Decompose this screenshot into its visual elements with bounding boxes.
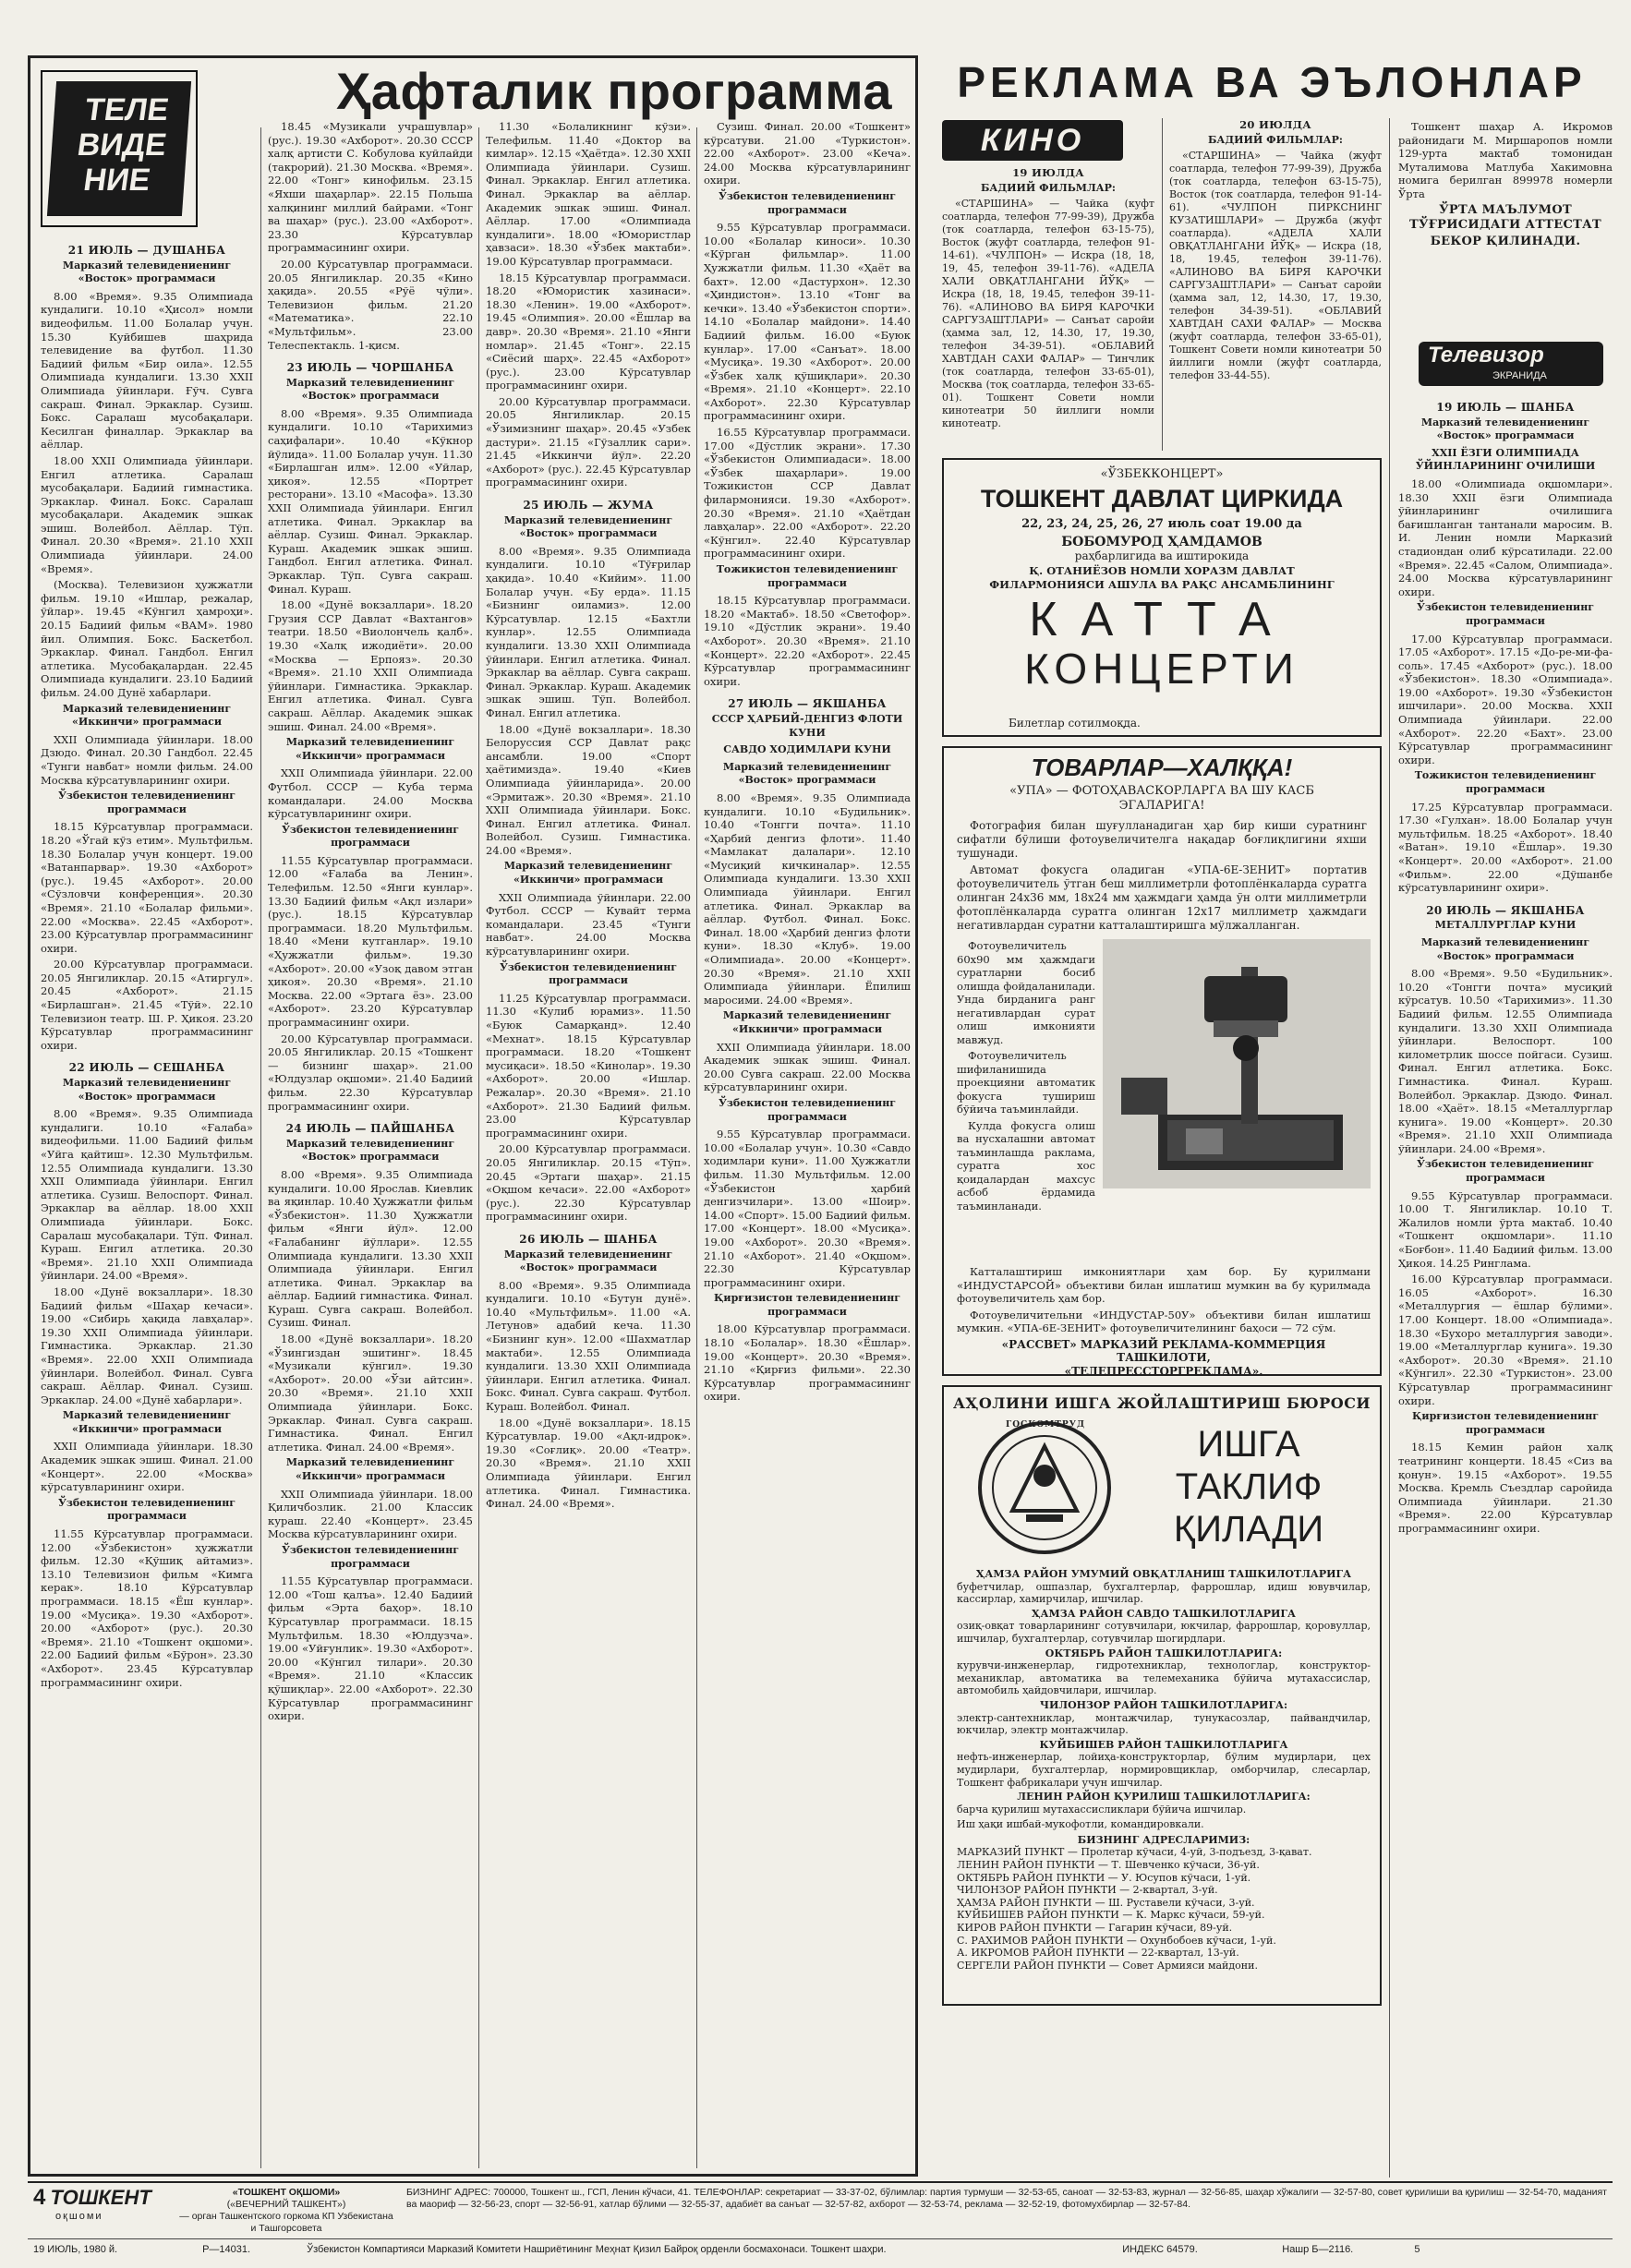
tv-logo-line-2: ВИДЕ: [75, 127, 169, 163]
goods-p3: Фотоувеличитель 60х90 мм ҳажмдаги суратларни босиб олишда фойдаланилади. Унда бирданига ранг негативлардан сурат олиш имконияти мавжуд.: [957, 939, 1095, 1046]
page-number: 5: [1414, 2244, 1420, 2255]
jobs-b1-head: ҲАМЗА РАЙОН УМУМИЙ ОВҚАТЛАНИШ ТАШКИЛОТЛАРИГА: [975, 1568, 1352, 1580]
circus-dates: 22, 23, 24, 25, 26, 27 июль соат 19.00 да: [1021, 517, 1302, 531]
program-text: 8.00 «Время». 9.35 Олимпиада кундалиги. 10.10 «Ғалаба» видеофильми. 11.00 Бадиий фильм «Уйга қайтиш». 12.30 Мультфильм. 12.55 Олимпиада кундалиги. 13.30 XXII Олимпиада ўйинлари. Енгил атлетика. Сузиш. Велоспорт. Финал. Эркаклар ва аёллар. 18.00 XXII Олимпиада ўйинлари. Бокс. Саралаш мусобақалари. Тўп. Финал. Кураш. Енгил атлетика. 20.30 «Время». 21.10 XXII Олимпиада ўйинлари. 24.00 «Время».: [41, 1107, 253, 1283]
telescreen-schedule: [1398, 392, 1613, 1924]
program-text: 8.00 «Время». 9.35 Олимпиада кундалиги. 10.10 «Тарихимиз саҳифалари». 10.40 «Кўкнор йўлида». 11.00 Болалар учун. 11.30 «Бирлашган илм». 12.00 «Уйлар, ҳикоя». 12.55 «Портрет ресторани». 13.10 «Масофа». 13.30 XXII Олимпиада ўйинлари. Енгил атлетика. Финал. Эркаклар ва аёллар. Сузиш. Финал. Эркаклар. Кураш. Академик эшкак эшиш. Гандбол. Енгил атлетика. Финал. Эркаклар. Тўп. Сувга сакраш. Финал. Кураш.: [268, 406, 473, 596]
day-heading: 22 ИЮЛЬ — СЕШАНБА: [68, 1061, 225, 1075]
program-text: 8.00 «Время». 9.35 Олимпиада кундалиги. 10.10 «Ҳисол» номли видеофильм. 11.00 Болалар учун. 15.30 Куйбишев шаҳрида телевидение ва футбол. 11.30 Бадиий фильм «Бир оила». 12.55 Олимпиада кундалиги. 13.30 XXII Олимпиада ўйинлари. Ғўч. Сувга сакраш. Финал. Эркаклар. Сузиш. Бокс. Саралаш мусобақалари. Кесилган финаллар. Эркаклар ва аёллар.: [41, 289, 253, 452]
day-heading: 21 ИЮЛЬ — ДУШАНБА: [67, 244, 226, 257]
day-heading: 25 ИЮЛЬ — ЖУМА: [523, 499, 654, 513]
kino-logo: [942, 120, 1123, 161]
program-text: 20.00 Кўрсатувлар программаси. 20.05 Янгиликлар. 20.35 «Кино ҳақида». 20.55 «Рўё чўли». Телевизион фильм. 21.20 «Математика». 22.10 «Мультфильм». 23.00 Телеспектакль. 1-қисм.: [268, 257, 473, 352]
program-text: 8.00 «Время». 9.35 Олимпиада кундалиги. 10.10 «Тўғрилар ҳақида». 10.40 «Кийим». 11.00 Болалар учун. «Бу ерда». 11.15 «Бизнинг оиламиз». 12.00 Кўрсатувлар. 12.15 «Бахтли кунлар». 12.55 Олимпиада кундалиги. 13.30 XXII Олимпиада ўйинлари. Енгил атлетика. Финал. Эркаклар ва аёллар. Сувга сакраш. Финал. Эркаклар. Кураш. Академик эшкак эшиш. Тўп. Волейбол. Финал. Енгил атлетика.: [486, 544, 691, 719]
section-heading: Марказий телевидениенинг «Восток» программаси: [1420, 416, 1590, 442]
program-text: 18.00 Кўрсатувлар программаси. 18.10 «Болалар». 18.30 «Ёшлар». 19.00 «Концерт». 20.30 «Время». 21.10 «Қирғиз фильми». 22.30 Кўрсатувлар программасининг охири.: [704, 1322, 911, 1404]
section-heading: Тожикистон телевидениенинг программаси: [716, 563, 899, 589]
goods-p4: Фотоувеличитель шифиланишида проекцияни автоматик фокусга тушириш бўйича таъминлайди.: [957, 1049, 1095, 1116]
tv-column-4: [704, 120, 911, 2168]
tv-logo-line-1: ТЕЛЕ: [82, 92, 171, 127]
issue-date: 19 ИЮЛЬ, 1980 й.: [33, 2244, 118, 2255]
page-logo-number: 4: [33, 2185, 46, 2210]
jobs-b4-text: электр-сантехниклар, монтажчилар, тунукасозлар, пайвандчилар, юкчилар, электр монтажчилар.: [957, 1711, 1371, 1737]
jobs-b5-head: КУЙБИШЕВ РАЙОН ТАШКИЛОТЛАРИГА: [1039, 1738, 1288, 1751]
publisher-desc: — орган Ташкентского горкома КП Узбекистана и Ташгорсовета: [179, 2211, 393, 2234]
publisher-title: «ТОШКЕНТ ОҚШОМИ»: [232, 2187, 341, 2198]
program-text: XXII Олимпиада ўйинлари. 18.30 Академик эшкак эшиш. Финал. 21.00 «Концерт». 22.00 «Москва» кўрсатувларининг охири.: [41, 1440, 253, 1494]
program-text: XXII Олимпиада ўйинлари. 18.00 Қиличбозлик. 21.00 Классик кураш. 22.40 «Концерт». 23.45 Москва кўрсатувларининг охири.: [268, 1487, 473, 1541]
publisher-sub: («ВЕЧЕРНИЙ ТАШКЕНТ»): [226, 2199, 346, 2210]
goods-p1: Фотография билан шуғулланадиган ҳар бир киши суратнинг сифатли бўлиши фотоувеличителга нақадар боғлиқлигини яхши тушунади.: [957, 819, 1367, 860]
section-heading: Марказий телевидениенинг «Восток» программаси: [285, 1137, 455, 1164]
jobs-note: Иш ҳақи ишбай-мукофотли, командировкали.: [957, 1818, 1204, 1831]
circus-org: «ЎЗБЕККОНЦЕРТ»: [1100, 467, 1224, 481]
section-heading: Тожикистон телевидениенинг программаси: [1414, 769, 1597, 796]
address-item: ҲАМЗА РАЙОН ПУНКТИ — Ш. Руставели кўчаси, 3-уй.: [957, 1896, 1255, 1909]
jobs-b2-text: озиқ-овқат товарларининг сотувчилари, юкчилар, фаррошлар, қоровуллар, ишчилар, бухгалтерлар, сотувчилар шогирдлари.: [957, 1620, 1371, 1645]
kino-schedule-right: [1169, 118, 1382, 443]
address-item: МАРКАЗИЙ ПУНКТ — Пролетар кўчаси, 4-уй, 3-подъезд, 3-қават.: [957, 1846, 1312, 1859]
program-text: 20.00 Кўрсатувлар программаси. 20.05 Янгиликлар. 20.15 «Ўзимизнинг шаҳар». 20.45 «Узбек дастури». 21.15 «Гўзаллик сари». 21.45 «Иккинчи йўл». 22.20 «Ахборот» (рус.). 22.45 Кўрсатувлар программасининг охири.: [486, 394, 691, 489]
jobs-big-3: ҚИЛАДИ: [1173, 1509, 1324, 1550]
program-text: XXII Олимпиада ўйинлари. 18.00 Дзюдо. Финал. 20.30 Гандбол. 22.45 «Тунги навбат» номли фильм. 24.00 Москва кўрсатувларининг охири.: [41, 732, 253, 787]
program-text: 8.00 «Время». 9.35 Олимпиада кундалиги. 10.10 «Бутун дунё». 10.40 «Мультфильм». 11.00 «А. Летунов» адабий кеча. 11.30 «Бизнинг кун». 12.00 «Шахматлар мактаби». 12.55 Олимпиада кундалиги. 13.30 XXII Олимпиада ўйинлари. Енгил атлетика. Финал. Бокс. Финал. Сувга сакраш. Футбол. Кураш. Волейбол. Финал.: [486, 1278, 691, 1414]
address-item: КИРОВ РАЙОН ПУНКТИ — Гагарин кўчаси, 89-уй.: [957, 1922, 1233, 1935]
jobs-address-list: [957, 1846, 1371, 1972]
telescreen-logo-sub: ЭКРАНИДА: [1492, 370, 1547, 381]
circus-lead: раҳбарлигида ва иштирокида: [1074, 549, 1250, 562]
circus-ensemble: Қ. ОТАНИЁЗОВ НОМЛИ ХОРАЗМ ДАВЛАТ ФИЛАРМОНИЯСИ АШУЛА ВА РАҚС АНСАМБЛИНИНГ: [989, 564, 1335, 591]
day-heading: 19 ИЮЛЬ — ШАНБА: [1436, 401, 1575, 414]
program-text: 18.45 «Музикали учрашувлар» (рус.). 19.30 «Ахборот». 20.30 СССР халқ артисти С. Кобулова куйлайди (такрорий). 21.30 Москва. «Время». 22.00 «Тонг» кинофильм. 23.15 «Яхши шаҳарлар». 22.15 Польша халқининг миллий байрами. «Тонг ва шаҳар» (рус.). 23.00 «Ахборот». 23.30 Кўрсатувлар программасининг охири.: [268, 120, 473, 255]
jobs-b2-head: ҲАМЗА РАЙОН САВДО ТАШКИЛОТЛАРИГА: [1032, 1607, 1296, 1620]
certificate-text: Тошкент шаҳар А. Икромов районидаги М. Миршаропов номли 129-урта мактаб томонидан Муталимова Матлуба Хакимовна номига берилган 899978 номерли Ўрта: [1398, 120, 1613, 200]
subscription-index: ИНДЕКС 64579.: [1122, 2244, 1198, 2255]
goods-p7: Фотоувеличительни «ИНДУСТАР-50У» объективи билан ишлатиш мумкин. «УПА-6Е-ЗЕНИТ» фотоувеличителининг баҳоси — 72 сўм.: [957, 1308, 1371, 1334]
jobs-b6-head: ЛЕНИН РАЙОН ҚУРИЛИШ ТАШКИЛОТЛАРИГА:: [1017, 1791, 1311, 1804]
address-item: ОКТЯБРЬ РАЙОН ПУНКТИ — У. Юсупов кўчаси, 1-уй.: [957, 1871, 1251, 1884]
kino-right-heading: БАДИИЙ ФИЛЬМЛАР:: [1208, 134, 1343, 146]
jobs-b5-text: нефть-инженерлар, лойиҳа-конструкторлар, бўлим мудирлари, цех мудирлари, бухгалтерлар, нормировщиклар, омборчилар, слесарлар, Тошкент фабрикалари учун ишчилар.: [957, 1751, 1371, 1789]
day-heading: 27 ИЮЛЬ — ЯКШАНБА: [728, 697, 887, 711]
editorial-address: БИЗНИНГ АДРЕС: 700000, Тошкент ш., ГСП, Ленин кўчаси, 41. ТЕЛЕФОНЛАР: секретариат — 33-37-02, бўлимлар: партия турмуши — 32-53-65, саноат — 32-53-83, журнал — 32-56-85, шаҳар хўжалиги — 32-57-80, совет қурилиши ва қурилиш — 32-54-70, маданият ва маориф — 32-56-23, спорт — 32-56-91, хатлар бўлими — 32-55-37, адабиёт ва санъат — 32-57-82, ахборот — 32-53-74, реклама — 32-52-19, фотомухбирлар — 32-57-84.: [406, 2187, 1607, 2210]
goods-p2: Автомат фокусга оладиган «УПА-6Е-ЗЕНИТ» портатив фотоувеличитель ўтган беш миллиметрли фотоплёнкаларда суратга олинган 24х36 мм, 18х24 мм ҳажмдаги ҳамда ўн олти миллиметрли фотоплёнкаларда суратга олинган 12х17 миллиметр ҳажмдаги негативлардан суратни катталаштиришга мўлжалланган.: [957, 863, 1367, 932]
section-heading: Ўзбекистон телевидениенинг программаси: [281, 823, 460, 850]
section-heading: Марказий телевидениенинг «Восток» программаси: [62, 1077, 232, 1103]
address-item: ЛЕНИН РАЙОН ПУНКТИ — Т. Шевченко кўчаси, 36-уй.: [957, 1859, 1260, 1872]
circus-ad: [942, 458, 1382, 737]
program-text: XXII Олимпиада ўйинлари. 22.00 Футбол. СССР — Кувайт терма командалари. 23.45 «Тунги навбат». 24.00 Москва кўрсатувларининг охири.: [486, 890, 691, 959]
program-text: 9.55 Кўрсатувлар программаси. 10.00 Т. Янгиликлар. 10.10 Т. Жалилов номли ўрта мактаб. 10.40 «Тошкент оқшомлари». 11.10 «Боғбон». 11.40 Бадиий фильм. 13.00 Ҳикоя. 14.25 Ринглама.: [1398, 1188, 1613, 1270]
printer-info: Ўзбекистон Компартияси Марказий Комитети Нашриётининг Меҳнат Қизил Байроқ орденли босмахонаси. Тошкент шаҳри.: [307, 2244, 887, 2255]
jobs-b4-head: ЧИЛОНЗОР РАЙОН ТАШКИЛОТЛАРИГА:: [1039, 1698, 1288, 1711]
circus-big-2: КОНЦЕРТИ: [1024, 645, 1299, 693]
jobs-b3-head: ОКТЯБРЬ РАЙОН ТАШКИЛОТЛАРИГА:: [1045, 1647, 1283, 1659]
program-text: 8.00 «Время». 9.35 Олимпиада кундалиги. 10.00 Ярослав. Киевлик ва яқинлар. 10.40 Ҳужжатли фильм «Ўзбекистон». 11.30 Ҳужжатли фильм «Янги йўл». 12.00 «Ғалабанинг йўллари». 12.55 Олимпиада кундалиги. 13.30 XXII Олимпиада ўйинлари. Енгил атлетика. Финал. Эркаклар ва аёллар. Бадиий гимнастика. Финал. Кураш. Сувга сакраш. Волейбол. Сузиш. Финал.: [268, 1167, 473, 1330]
program-text: 11.55 Кўрсатувлар программаси. 12.00 «Ўзбекистон» ҳужжатли фильм. 12.30 «Қўшиқ айтамиз». 13.10 Телевизион фильм «Кимга керак». 18.10 Кўрсатувлар программаси. 18.15 «Ёш кунлар». 19.00 «Мусиқа». 19.30 «Ахборот». 20.00 «Ахборот» (рус.). 20.30 «Время». 21.10 «Тошкент оқшоми». 22.00 Бадиий фильм «Бўрон». 23.30 «Ахборот». 23.45 Кўрсатувлар программасининг охири.: [41, 1527, 253, 1689]
goods-sign-1: «РАССВЕТ» МАРКАЗИЙ РЕКЛАМА-КОММЕРЦИЯ ТАШКИЛОТИ,: [1001, 1337, 1326, 1364]
goods-ad: [942, 746, 1382, 1376]
section-heading: Марказий телевидениенинг «Иккинчи» программаси: [62, 1409, 232, 1435]
section-heading: Ўзбекистон телевидениенинг программаси: [57, 790, 236, 815]
program-text: Сузиш. Финал. 20.00 «Тошкент» кўрсатуви. 21.00 «Туркистон». 22.00 «Ахборот». 23.00 «Кеча». 24.00 Москва кўрсатувларининг охири.: [704, 120, 911, 187]
program-text: 8.00 «Время». 9.35 Олимпиада кундалиги. 10.10 «Будильник». 10.40 «Тонгги почта». 11.10 «Ҳарбий денгиз флоти». 11.40 «Мамлакат далалари». 12.10 «Мусиқий кичкиналар». 12.55 Олимпиада кундалиги. 13.30 XXII Олимпиада ўйинлари. Енгил атлетика. Финал. Эркаклар ва аёллар. Футбол. Финал. Бокс. Финал. 18.00 «Ҳарбий денгиз флоти куни». 18.30 «Клуб». 19.00 «Олимпиада». 20.00 «Концерт». 20.30 «Время». 21.10 XXII Олимпиада ўйинлари. Ёпилиш маросими. 24.00 «Время».: [704, 790, 911, 1007]
program-text: 18.00 «Дунё вокзаллари». 18.20 «Ўзингиздан эшитинг». 18.45 «Музикали кўнгил». 19.30 «Ахборот». 20.00 «Ўзи айтсин». 20.30 «Время». 21.10 XXII Олимпиада ўйинлари. Бокс. Эркаклар. Финал. Сувга сакраш. Гимнастика. Финал. Енгил атлетика. Финал. 24.00 «Время».: [268, 1333, 473, 1454]
section-heading: Ўзбекистон телевидениенинг программаси: [718, 189, 897, 216]
program-text: 18.00 «Олимпиада оқшомлари». 18.30 XXII ёзги Олимпиада ўйинларининг очилишига бағишланган тантанали маросим. В. И. Ленин номли Марказий стадиондан олиб кўрсатилади. 22.00 «Время». 22.45 «Салом, Олимпиада». 24.00 Москва кўрсатувларининг охири.: [1398, 477, 1613, 598]
program-text: 9.55 Кўрсатувлар программаси. 10.00 «Болалар киноси». 10.30 «Кўрган фильмлар». 11.00 Ҳужжатли фильм. 11.30 «Ҳаёт ва бахт». 12.00 «Дастурхон». 12.30 «Ҳиндистон». 13.10 «Тонг ва кечки». 13.40 «Ўзбекистон спорти». 14.10 «Болалар майдони». 14.40 Бадиий фильм. 16.00 «Буюк кунлар». 17.00 «Санъат». 18.00 «Мусиқа». 19.30 «Ахборот». 20.00 «Ўзбек халқ қўшиқлари». 20.30 «Время». 21.10 «Концерт». 22.10 «Ахборот». 22.30 Кўрсатувлар программасининг охири.: [704, 221, 911, 423]
goods-p6: Катталаштириш имкониятлари ҳам бор. Бу қурилмани «ИНДУСТАРСОЙ» объективи билан ишлатиш мумкин ва бу қурилмада фотоувеличитель ҳам бор.: [957, 1265, 1371, 1305]
tv-column-2: [268, 120, 473, 2168]
section-heading: Марказий телевидениенинг «Восток» программаси: [722, 760, 892, 787]
certificate-notice: [1398, 120, 1613, 305]
section-heading: Қирғизистон телевидениенинг программаси: [714, 1292, 900, 1318]
telescreen-logo-text: Телевизор: [1428, 343, 1544, 368]
section-heading: XXII ЁЗГИ ОЛИМПИАДА ЎЙИНЛАРИНИНГ ОЧИЛИШИ: [1415, 446, 1596, 473]
program-text: 18.00 «Дунё вокзаллари». 18.20 Грузия ССР Давлат «Вахтангов» театри. 18.50 «Виолончель қалб». 19.30 «Халқ ижодиёти». 20.00 «Москва — Ерпояз». 20.30 «Время». 21.10 XXII Олимпиада ўйинлари. Гимнастика. Эркаклар. Енгил атлетика. Финал. Сувга сакраш. Аёллар. Академик эшкак эшиш. Финал. 24.00 «Время».: [268, 598, 473, 733]
tv-column-1: [41, 235, 253, 2168]
program-text: 18.15 Кўрсатувлар программаси. 18.20 «Ўгай кўз етим». Мультфильм. 18.30 Болалар учун концерт. 19.00 «Ватанпарвар». 19.30 «Ахборот» (рус.). 19.45 «Ахборот». 20.00 «Сўзловчи конференция». 20.30 «Время». 21.10 «Болалар фильми». 22.00 «Москва». 22.45 «Ахборот». 23.00 Кўрсатувлар программасининг охири.: [41, 820, 253, 955]
jobs-bureau: АҲОЛИНИ ИШГА ЖОЙЛАШТИРИШ БЮРОСИ: [952, 1394, 1371, 1412]
program-text: 17.00 Кўрсатувлар программаси. 17.05 «Ахборот». 17.15 «До-ре-ми-фа-соль». 17.45 «Ахборот» (рус.). 18.00 «Ўзбекистон». 18.30 «Олимпиада». 19.00 «Ахборот». 19.30 «Ўзбекистон ишчилари». 20.00 Москва. XXII Олимпиада ўйинлари. 22.00 «Ахборот». 22.20 «Бахт». 23.00 Кўрсатувлар программасининг охири.: [1398, 632, 1613, 766]
goods-sign-2: «ТЕЛЕПРЕССТОРГРЕКЛАМА».: [1064, 1364, 1263, 1376]
day-heading: 23 ИЮЛЬ — ЧОРШАНБА: [286, 361, 454, 375]
section-heading: Марказий телевидениенинг «Восток» программаси: [62, 259, 232, 285]
program-text: 18.00 XXII Олимпиада ўйинлари. Енгил атлетика. Саралаш мусобақалари. Бадиий гимнастика. Эркаклар. Финал. Бокс. Саралаш мусобақалари. Академик эшкак эшиш. Волейбол. Аёллар. Тўп. Финал. 20.30 «Время». 21.10 XXII Олимпиада ўйинлари. 24.00 «Время».: [41, 453, 253, 575]
day-heading: 26 ИЮЛЬ — ШАНБА: [519, 1232, 658, 1246]
kino-schedule-left: [942, 166, 1154, 443]
program-text: 11.55 Кўрсатувлар программаси. 12.00 «Ғалаба ва Ленин». Телефильм. 12.50 «Янги кунлар». 13.30 Бадиий фильм «Ақл излари» (рус.). 18.15 Кўрсатувлар программаси. 18.20 Мультфильм. 18.40 «Мени кутганлар». 19.10 «Ҳужжатли фильм». 19.30 «Ахборот». 20.00 «Узоқ давом этган ҳикоя». 20.30 «Время». 21.10 Москва. 22.00 «Эртага ёз». 23.00 «Ахборот». 23.20 Кўрсатувлар программасининг охири.: [268, 853, 473, 1029]
certificate-heading: ЎРТА МАЪЛУМОТ ТЎҒРИСИДАГИ АТТЕСТАТ: [1409, 203, 1601, 232]
program-text: XXII Олимпиада ўйинлари. 22.00 Футбол. СССР — Куба терма командалари. 24.00 Москва кўрсатувларининг охири.: [268, 766, 473, 821]
section-heading: Марказий телевидениенинг «Восток» программаси: [1420, 935, 1590, 962]
jobs-addr-head: БИЗНИНГ АДРЕСЛАРИМИЗ:: [1077, 1833, 1250, 1846]
day-heading: 20 ИЮЛЬ — ЯКШАНБА: [1426, 903, 1585, 917]
jobs-big-2: ТАКЛИФ: [1175, 1466, 1323, 1507]
imprint-line: [33, 2244, 1607, 2261]
program-text: 8.00 «Время». 9.50 «Будильник». 10.20 «Тонгги почта» мусиқий кўрсатув. 10.50 «Тарихимиз». 11.30 Бадиий фильм. 12.55 Олимпиада кундалиги. 13.30 XXII Олимпиада ўйинлари. Велоспорт. 100 километрлик шоссе пойгаси. Сузиш. Финал. Енгил атлетика. Бокс. Гимнастика. Финал. Кураш. Волейбол. Эркаклар. Дзюдо. Финал. 18.00 «Ҳаёт». 18.15 «Металлурглар кунига». 19.00 «Концерт». 20.30 «Время». 21.10 XXII Олимпиада ўйинлари. 24.00 «Время».: [1398, 967, 1613, 1155]
ads-header: РЕКЛАМА ВА ЭЪЛОНЛАР: [957, 58, 1587, 106]
section-heading: Ўзбекистон телевидениенинг программаси: [281, 1543, 460, 1570]
page-title: Ҳафталик программа: [335, 62, 893, 120]
program-text: 20.00 Кўрсатувлар программаси. 20.05 Янгиликлар. 20.15 «Тошкент — бизнинг шаҳар». 21.00 «Юлдузлар оқшоми». 21.40 Бадиий фильм. 22.30 Кўрсатувлар программасининг охири.: [268, 1031, 473, 1113]
section-heading: МЕТАЛЛУРГЛАР КУНИ: [1434, 919, 1577, 932]
section-heading: Қирғизистон телевидениенинг программаси: [1412, 1410, 1599, 1436]
publisher-info: [175, 2187, 397, 2235]
program-text: 16.55 Кўрсатувлар программаси. 17.00 «Дўстлик экрани». 17.30 «Ўзбекистон Олимпиадаси». 18.00 «Ўзбек шаҳарлари». 19.00 Тожикистон ССР Давлат филармонияси. 19.30 «Ахборот». 20.30 «Время». 21.10 «Ҳаётдан лавҳалар». 22.00 «Ахборот». 22.20 «Кўнгил». 22.40 Кўрсатувлар программасининг охири.: [704, 426, 911, 561]
address-item: С. РАХИМОВ РАЙОН ПУНКТИ — Охунбобоев кўчаси, 1-уй.: [957, 1934, 1276, 1947]
kino-logo-text: КИНО: [980, 123, 1085, 158]
kino-left-text: «СТАРШИНА» — Чайка (куфт соатларда, телефон 77-99-39), Дружба (ток соатларда, телефон 63-15-75), Восток (жуфт соатларда, телефон 91-14-61). «ЧУЛПОН» — Искра (18, 18, 19, 45, телефон 39-11-76). «АДЕЛА ХАЛИ ОВҚАТЛАНГАНИ ЙЎҚ» — Искра (18, 18, 19.45, телефон 39-11-76). «АЛИНОВО ВА БИРЯ КАРОЧКИ САРГУЗАШТЛАРИ» — Санъат саройи (ҳамма зал, 12, 14.30, 17, 19.30, телефон 34-39-51). «ОБЛАВИЙ ХАВТДАН САХИ ФАЛАР» — Тинчлик (ток соатларда, телефон 33-65-01), Москва (тоқ соатларда, телефон 33-65-01). Тошкент Совети номли кинотеатри 50 йиллиги номли кинотеатр.: [942, 198, 1154, 429]
logo-sub: оқшоми: [55, 2211, 103, 2222]
kino-left-date: 19 ИЮЛДА: [1012, 166, 1084, 179]
jobs-b6-text: барча қурилиш мутахассисликлари бўйича ишчилар.: [957, 1803, 1247, 1816]
program-text: 11.55 Кўрсатувлар программаси. 12.00 «Тош қалъа». 12.40 Бадиий фильм «Эрта баҳор». 18.10 Кўрсатувлар программаси. 18.15 Мультфильм. 18.30 «Юлдузча». 19.00 «Уйғунлик». 19.30 «Ахборот». 20.00 «Кўнгил тилари». 20.30 «Время». 21.10 «Классик қўшиқлар». 22.00 «Ахборот». 22.30 Кўрсатувлар программасининг охири.: [268, 1574, 473, 1723]
goskomtrud-logo-text: ГОСКОМТРУД: [1006, 1420, 1085, 1430]
telescreen-logo: [1419, 342, 1603, 386]
section-heading: Марказий телевидениенинг «Иккинчи» программаси: [503, 860, 673, 887]
program-text: 20.00 Кўрсатувлар программаси. 20.05 Янгиликлар. 20.15 «Атиргул». 20.45 «Ахборот». 21.15 «Бирлашган». 21.45 «Тўй». 22.10 Телевизион театр. Ш. Р. Ҳикоя. 23.20 Кўрсатувлар программасининг охири.: [41, 958, 253, 1052]
goods-subtitle: «УПА» — ФОТОҲАВАСКОРЛАРГА ВА ШУ КАСБ ЭГАЛАРИГА!: [1009, 784, 1314, 813]
program-text: 18.15 Кўрсатувлар программаси. 18.20 «Мактаб». 18.50 «Светофор». 19.10 «Дўстлик экрани». 19.40 «Ахборот». 20.30 «Время». 21.10 «Концерт». 22.20 «Ахборот». 22.45 Кўрсатувлар программасининг охири.: [704, 594, 911, 688]
day-heading: 24 ИЮЛЬ — ПАЙШАНБА: [285, 1122, 455, 1136]
address-item: СЕРГЕЛИ РАЙОН ПУНКТИ — Совет Армияси майдони.: [957, 1959, 1258, 1972]
program-text: 11.30 «Болаликнинг кўзи». Телефильм. 11.40 «Доктор ва кимлар». 12.15 «Ҳаётда». 12.30 XXII Олимпиада ўйинлари. Сузиш. Финал. Эркаклар. Енгил атлетика. Финал. Эркаклар ва аёллар. Академик эшкак эшиш. Финал. Аёллар. 17.00 «Олимпиада кундалиги». 18.00 «Юмористлар ҳавзаси». 18.30 «Ўзбек мактаби». 19.00 Кўрсатувлар программаси.: [486, 120, 691, 268]
program-text: 18.00 «Дунё вокзаллари». 18.30 Бадиий фильм «Шаҳар кечаси». 19.00 «Сибирь ҳақида лавҳалар». 19.30 XXII Олимпиада ўйинлари. Гимнастика. Эркаклар. 21.30 «Время». 22.00 XXII Олимпиада ўйинлари. Волейбол. Финал. Сувга сакраш. Аёллар. Финал. Сузиш. Эркаклар. 24.00 «Дунё хабарлари».: [41, 1285, 253, 1406]
section-heading: Ўзбекистон телевидениенинг программаси: [718, 1096, 897, 1123]
goods-p5: Кулда фокусга олиш ва нусхалашни автомат таъминлашда раклама, суратга хос қоидалардан махсус асбоб ёрдамида таъминланади.: [957, 1118, 1095, 1212]
program-text: 18.15 Кўрсатувлар программаси. 18.20 «Юмористик хазинаси». 18.30 «Ленин». 19.00 «Ахборот». 19.45 «Олимпия». 20.00 «Ёшлар ва давр». 20.30 «Время». 21.10 «Янги номлар». 21.45 «Тонг». 22.15 «Сиёсий шарҳ». 22.45 «Ахборот» (рус.). 23.00 Кўрсатувлар программасининг охири.: [486, 271, 691, 392]
section-heading: Марказий телевидениенинг «Иккинчи» программаси: [285, 736, 455, 762]
program-text: 9.55 Кўрсатувлар программаси. 10.00 «Болалар учун». 10.30 «Савдо ходимлари куни». 11.00 Ҳужжатли фильм. 11.30 Мультфильм. 12.00 «Ўзбекистон ҳарбий денгизчилари». 13.00 «Шоир». 14.00 «Спорт». 15.00 Бадиий фильм. 17.00 «Концерт». 18.00 «Мусиқа». 19.00 «Ахборот». 20.30 «Время». 21.10 «Ахборот». 21.40 «Оқшом». 22.30 Кўрсатувлар программасининг охири.: [704, 1128, 911, 1289]
section-heading: Ўзбекистон телевидениенинг программаси: [1416, 1158, 1595, 1185]
program-text: 18.15 Кемин район халқ театрининг концерти. 18.45 «Сиз ва қонун». 19.15 «Ахборот». 19.55 Москва. Кремль Съездлар саройида Олимпиада ўйинлари. 21.30 «Время». 22.00 Кўрсатувлар программасининг охири.: [1398, 1441, 1613, 1535]
program-text: 16.00 Кўрсатувлар программаси. 16.05 «Ахборот». 16.30 «Металлургия — ёшлар бўлими». 17.00 Концерт. 18.00 «Олимпиада». 18.30 «Бухоро металлургия заводи». 19.00 «Металлурглар кунига». 19.30 «Ахборот». 20.30 «Время». 21.10 «Кўнгил». 22.30 «Туркистон». 23.00 Кўрсатувлар программасининг охири.: [1398, 1273, 1613, 1407]
address-item: КУЙБИШЕВ РАЙОН ПУНКТИ — К. Маркс кўчаси, 59-уй.: [957, 1909, 1265, 1922]
address-item: А. ИКРОМОВ РАЙОН ПУНКТИ — 22-квартал, 13-уй.: [957, 1947, 1239, 1960]
program-text: 17.25 Кўрсатувлар программаси. 17.30 «Гулхан». 18.00 Болалар учун мультфильм. 18.25 «Ахборот». 18.40 «Ватан». 19.10 «Ёшлар». 19.30 «Концерт». 20.00 «Ахборот». 21.00 «Фильм». 22.00 «Дўшанбе кўрсатувларининг охири».: [1398, 800, 1613, 895]
certificate-cancel: БЕКОР ҚИЛИНАДИ.: [1430, 235, 1581, 248]
tv-column-3: [486, 120, 691, 2168]
program-text: XXII Олимпиада ўйинлари. 18.00 Академик эшкак эшиш. Финал. 20.00 Сувга сакраш. 22.00 Москва кўрсатувларининг охири.: [704, 1040, 911, 1094]
tv-logo-line-3: НИЕ: [81, 163, 153, 198]
program-text: 18.00 «Дунё вокзаллари». 18.15 Кўрсатувлар. 19.00 «Ақл-идрок». 19.30 «Соғлиқ». 20.00 «Театр». 20.30 «Время». 21.10 XXII Олимпиада ўйинлари. Енгил атлетика. Финал. Гимнастика. Финал. 24.00 «Время».: [486, 1416, 691, 1511]
section-heading: СССР ҲАРБИЙ-ДЕНГИЗ ФЛОТИ КУНИ: [711, 712, 903, 739]
circus-title: ТОШКЕНТ ДАВЛАТ ЦИРКИДА: [980, 485, 1344, 513]
kino-right-date: 20 ИЮЛДА: [1239, 118, 1311, 131]
section-heading: Марказий телевидениенинг «Восток» программаси: [503, 1248, 673, 1274]
newspaper-logo: [33, 2185, 172, 2226]
tv-logo: [41, 70, 198, 227]
section-heading: Марказий телевидениенинг «Восток» программаси: [285, 376, 455, 403]
circus-director: БОБОМУРОД ҲАМДАМОВ: [1061, 535, 1263, 549]
goods-title: ТОВАРЛАР—ХАЛҚҚА!: [1031, 754, 1293, 781]
address-item: ЧИЛОНЗОР РАЙОН ПУНКТИ — 2-квартал, 3-уй.: [957, 1884, 1218, 1897]
program-text: 20.00 Кўрсатувлар программаси. 20.05 Янгиликлар. 20.15 «Тўп». 20.45 «Эртаги шаҳар». 21.15 «Оқшом кечаси». 22.00 «Ахборот» (рус.). 22.30 Кўрсатувлар программасининг охири.: [486, 1142, 691, 1224]
photo-enlarger-image: [1103, 939, 1371, 1188]
section-heading: Ўзбекистон телевидениенинг программаси: [499, 960, 678, 987]
circus-big-1: КАТТА: [1029, 593, 1295, 646]
section-heading: Марказий телевидениенинг «Иккинчи» программаси: [722, 1009, 892, 1035]
jobs-b1-text: буфетчилар, ошпазлар, бухгалтерлар, фаррошлар, идиш ювувчилар, кассирлар, хамирчилар, ишчилар.: [957, 1580, 1371, 1606]
jobs-b3-text: курувчи-инженерлар, гидротехниклар, технологлар, конструктор-механиклар, автоматика ва телемеханика бўйича мутахассислар, автомобиль ҳайдовчилари, ишчилар.: [957, 1659, 1371, 1697]
program-text: 11.25 Кўрсатувлар программаси. 11.30 «Кулиб юрамиз». 11.50 «Буюк Самарқанд». 12.40 «Мехнат». 18.15 Кўрсатувлар программаси. 18.20 «Тошкент мусиқаси». 18.50 «Кинолар». 19.30 «Ахборот». 20.00 «Ишлар. Режалар». 20.30 «Время». 21.10 «Ахборот». 21.30 Бадиий фильм. 23.00 Кўрсатувлар программасининг охири.: [486, 991, 691, 1140]
section-heading: Ўзбекистон телевидениенинг программаси: [1416, 601, 1595, 627]
goskomtrud-emblem-icon: [975, 1418, 1114, 1557]
jobs-big-1: ИШГА: [1197, 1424, 1300, 1465]
section-heading: Марказий телевидениенинг «Иккинчи» программаси: [62, 702, 232, 729]
kino-right-text: «СТАРШИНА» — Чайка (жуфт соатларда, телефон 77-99-39), Дружба (ток соатларда, телефон 63-15-75), Восток (ток соатларда, телефон 91-14-61). «ЧУЛПОН ПИРКСНИНГ КУЗАТИШЛАРИ» — Дружба (жуфт соатларда). «АДЕЛА ХАЛИ ОВҚАТЛАНГАНИ ЙЎҚ» — Искра (18, 18, 19.45, телефон 39-11-76). «АЛИНОВО ВА БИРЯ КАРОЧКИ САРГУЗАШТЛАРИ» — Санъат саройи (ҳамма зал, 12, 14.30, 17, 19.30, телефон 34-39-51). «ОБЛАВИЙ ХАВТДАН САХИ ФАЛАР» — Москва (жуфт соатларда, телефон 33-65-01), Тошкент Совети номли кинотеатри 50 йиллиги номли (жуфт соатларда, телефон 33-44-55).: [1169, 150, 1382, 381]
section-heading: Марказий телевидениенинг «Иккинчи» программаси: [285, 1456, 455, 1482]
program-text: (Москва). Телевизион ҳужжатли фильм. 19.10 «Ишлар, режалар, ўйлар». 19.45 «Кўнгил ҳамроҳи». 20.15 Бадиий фильм «ВАМ». 1980 йил. Олимпия. Бокс. Баскетбол. Эркаклар. Финал. Гандбол. Енгил атлетика. Мусобақалардан. 22.45 Олимпиада кундалиги. 23.10 Бадиий фильм. 24.00 Дунё хабарлари.: [41, 578, 253, 699]
program-text: 18.00 «Дунё вокзаллари». 18.30 Белоруссия ССР Давлат рақс ансамбли. 19.00 «Спорт ҳаётимизда». 19.40 «Киев Олимпиада ўйинларида». 20.00 «Эрмитаж». 20.30 «Время». 21.10 XXII Олимпиада ўйинлари. Бокс. Финал. Енгил атлетика. Финал. Волейбол. Сузиш. Гимнастика. 24.00 «Время».: [486, 722, 691, 857]
section-heading: Ўзбекистон телевидениенинг программаси: [57, 1496, 236, 1523]
section-heading: Марказий телевидениенинг «Восток» программаси: [503, 513, 673, 540]
logo-name: ТОШКЕНТ: [50, 2186, 151, 2209]
section-heading: САВДО ХОДИМЛАРИ КУНИ: [723, 743, 891, 756]
order-number: Нашр Б—2116.: [1282, 2244, 1354, 2255]
circus-tickets: Билетлар сотилмоқда.: [1009, 717, 1141, 730]
kino-left-heading: БАДИИЙ ФИЛЬМЛАР:: [981, 182, 1116, 194]
issue-number: Р—14031.: [202, 2244, 251, 2255]
jobs-ad: [942, 1385, 1382, 2006]
